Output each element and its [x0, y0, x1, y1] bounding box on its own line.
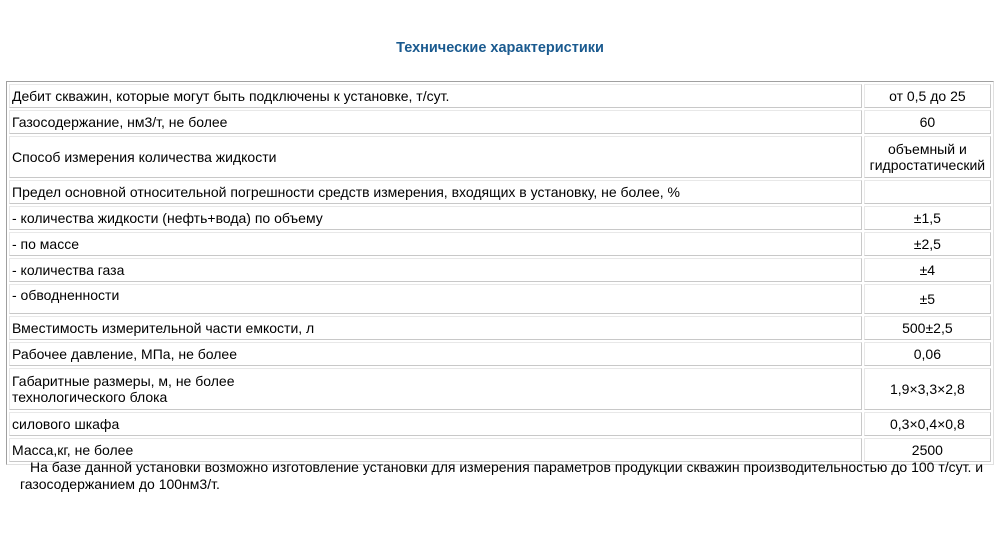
- table-row: [9, 84, 991, 108]
- value-cell: 0,06: [864, 342, 991, 366]
- parameter-cell: Рабочее давление, МПа, не более: [9, 342, 862, 366]
- parameter-cell: Габаритные размеры, м, не более технологического блока: [9, 368, 862, 410]
- value-cell: 500±2,5: [864, 316, 991, 340]
- parameter-cell: Газосодержание, нм3/т, не более: [9, 110, 862, 134]
- value-cell: ±1,5: [864, 206, 991, 230]
- parameter-cell: - обводненности: [9, 284, 862, 314]
- parameter-cell: Масса,кг, не более: [9, 438, 862, 462]
- parameter-cell: Вместимость измерительной части емкости, л: [9, 316, 862, 340]
- parameter-cell: силового шкафа: [9, 412, 862, 436]
- parameter-cell: Предел основной относительной погрешности средств измерения, входящих в установку, не более, %: [9, 180, 862, 204]
- value-cell: [864, 180, 991, 204]
- table-row: [9, 136, 991, 178]
- value-cell: объемный и гидростатический: [864, 136, 991, 178]
- value-cell: ±5: [864, 284, 991, 314]
- value-cell: 0,3×0,4×0,8: [864, 412, 991, 436]
- parameter-cell: - количества жидкости (нефть+вода) по объему: [9, 206, 862, 230]
- value-cell: ±4: [864, 258, 991, 282]
- table-row: [9, 180, 991, 204]
- parameter-cell: - количества газа: [9, 258, 862, 282]
- table-row: [9, 412, 991, 436]
- specifications-table: [6, 81, 994, 465]
- page-title: Технические характеристики: [396, 40, 604, 56]
- value-cell: ±2,5: [864, 232, 991, 256]
- table-row: [9, 284, 991, 314]
- parameter-cell: - по массе: [9, 232, 862, 256]
- value-cell: 1,9×3,3×2,8: [864, 368, 991, 410]
- value-cell: от 0,5 до 25: [864, 84, 991, 108]
- value-cell: 2500: [864, 438, 991, 462]
- table-row: [9, 258, 991, 282]
- table-row: [9, 368, 991, 410]
- parameter-cell: Дебит скважин, которые могут быть подключены к установке, т/сут.: [9, 84, 862, 108]
- table-row: [9, 342, 991, 366]
- table-row: [9, 206, 991, 230]
- parameter-cell: Способ измерения количества жидкости: [9, 136, 862, 178]
- footnote-paragraph: На базе данной установки возможно изготовление установки для измерения параметров продукции скважин производительностью до 100 т/сут. и газосодержанием до 100нм3/т.: [20, 459, 984, 492]
- table-row: [9, 110, 991, 134]
- value-cell: 60: [864, 110, 991, 134]
- table-row: [9, 232, 991, 256]
- table-row: [9, 316, 991, 340]
